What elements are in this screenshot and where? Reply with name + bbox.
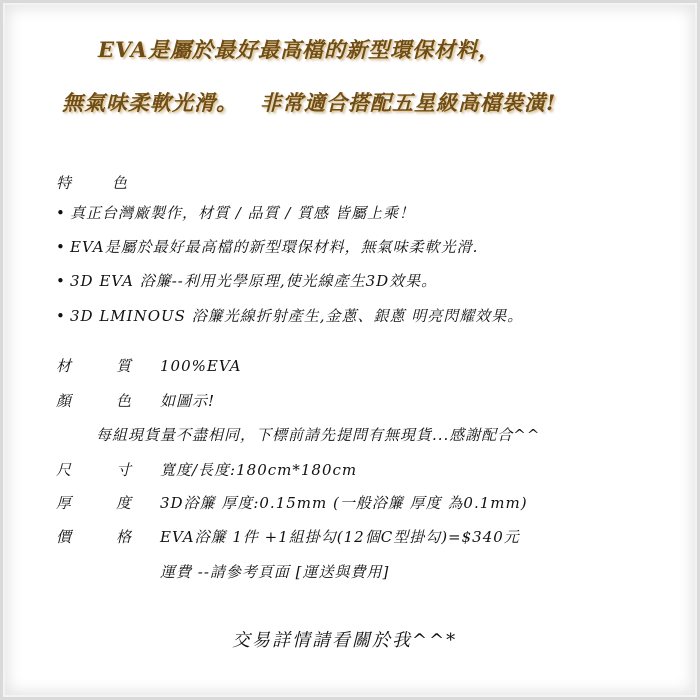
spec-label: 色 — [116, 392, 133, 410]
headline-line-2-right: 非常適合搭配五星級高檔裝潢! — [260, 90, 557, 115]
feature-text: 3D LMINOUS 浴簾光線折射產生,金蔥、銀蔥 明亮閃耀效果。 — [70, 307, 524, 325]
spec-label: 度 — [116, 494, 133, 512]
spec-label: 顏 — [56, 392, 73, 410]
spec-price — [56, 526, 520, 547]
feature-item — [56, 202, 415, 223]
headline-line-2 — [62, 87, 556, 117]
spec-label: 寸 — [116, 461, 133, 479]
feature-text: 真正台灣廠製作，材質 / 品質 / 質感 皆屬上乘！ — [70, 204, 415, 222]
features-heading — [56, 172, 128, 193]
spec-thickness — [56, 492, 528, 513]
spec-material — [56, 355, 241, 376]
spec-color — [56, 390, 215, 411]
spec-label: 格 — [116, 528, 133, 546]
spec-value: EVA浴簾 1件 +1組掛勾(12個C型掛勾)=$340元 — [160, 528, 520, 546]
spec-label: 尺 — [56, 461, 73, 479]
spec-label: 材 — [56, 357, 73, 375]
stock-note: 每組現貨量不盡相同，下標前請先提問有無現貨...感謝配合^^ — [96, 426, 541, 444]
headline-line-1: EVA是屬於最好最高檔的新型環保材料， — [98, 37, 500, 62]
shipping-note: 運費 --請參考頁面 [運送與費用] — [160, 563, 390, 581]
bullet-icon: • — [56, 238, 66, 256]
headline-line-2-left: 無氣味柔軟光滑。 — [62, 90, 238, 115]
spec-size — [56, 459, 357, 480]
bullet-icon: • — [56, 204, 66, 222]
footer-note: 交易詳情請看關於我^^* — [232, 630, 458, 651]
spec-value: 100%EVA — [160, 357, 242, 375]
features-heading-char-2: 色 — [112, 174, 129, 192]
spec-value: 寬度/長度:180cm*180cm — [160, 461, 358, 479]
spec-label: 價 — [56, 528, 73, 546]
spec-label: 厚 — [56, 494, 73, 512]
features-heading-char-1: 特 — [56, 174, 73, 192]
feature-item — [56, 236, 478, 257]
spec-value: 如圖示! — [160, 392, 216, 410]
bullet-icon: • — [56, 272, 66, 290]
bullet-icon: • — [56, 307, 66, 325]
feature-text: 3D EVA 浴簾--利用光學原理,使光線產生3D效果。 — [70, 272, 438, 290]
feature-item — [56, 270, 437, 291]
spec-value: 3D浴簾 厚度:0.15mm (一般浴簾 厚度 為0.1mm) — [160, 494, 528, 512]
spec-label: 質 — [116, 357, 133, 375]
feature-text: EVA是屬於最好最高檔的新型環保材料，無氣味柔軟光滑. — [70, 238, 479, 256]
feature-item — [56, 305, 523, 326]
